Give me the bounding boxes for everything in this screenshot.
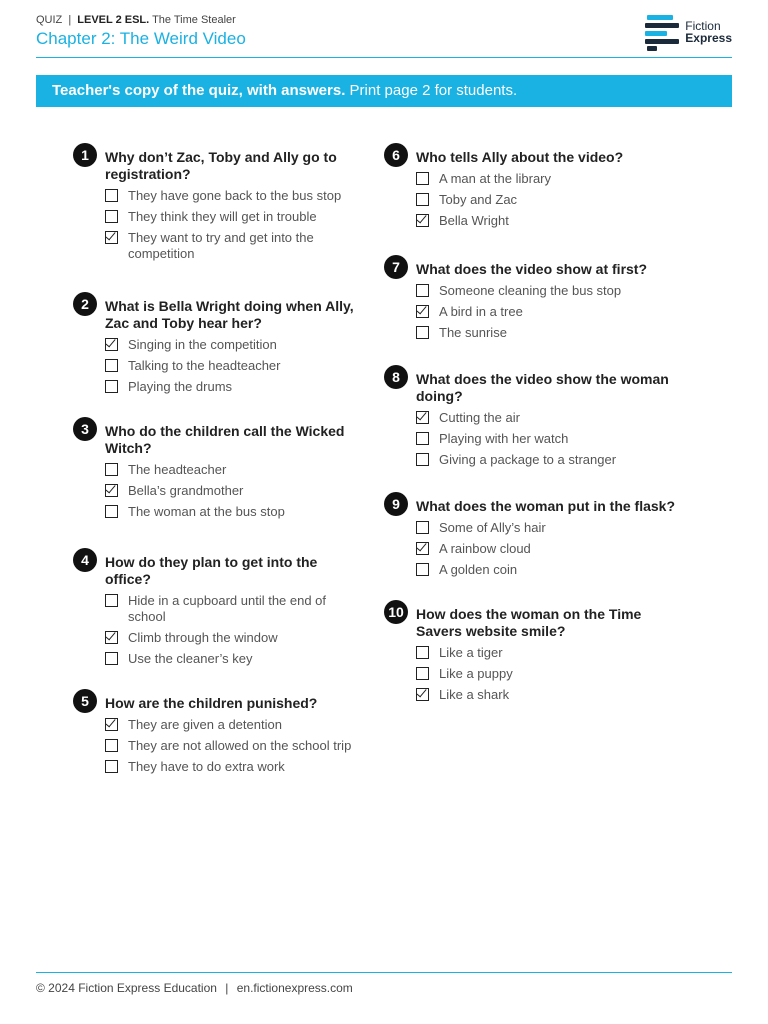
question-text: How are the children punished? [105,695,318,711]
questions-right-column [384,143,684,703]
answer-option-label: Like a puppy [439,666,513,681]
checkbox-icon[interactable] [105,505,118,518]
question-number-badge: 9 [384,492,408,516]
question-1 [73,143,363,262]
answer-option-label: They want to try and get into the competition [128,230,314,261]
answer-option-label: Toby and Zac [439,192,518,207]
answer-option-label: Some of Ally’s hair [439,520,546,535]
answer-option[interactable] [416,645,684,661]
answer-option[interactable] [105,188,363,204]
checked-checkbox-icon[interactable] [416,411,429,424]
answer-option[interactable] [105,651,363,667]
checked-checkbox-icon[interactable] [105,631,118,644]
answer-option[interactable] [416,541,684,557]
answer-option-label: Like a tiger [439,645,503,660]
checkbox-icon[interactable] [416,172,429,185]
answer-options [105,593,363,667]
fiction-express-logo [645,14,732,50]
answer-option[interactable] [416,213,684,229]
checkbox-icon[interactable] [416,326,429,339]
answer-option-label: They are given a detention [128,717,282,732]
questions-left-column [73,143,363,775]
checkbox-icon[interactable] [105,210,118,223]
answer-option-label: Bella’s grandmother [128,483,244,498]
answer-option[interactable] [416,304,684,320]
checkbox-icon[interactable] [416,284,429,297]
question-number-badge: 6 [384,143,408,167]
question-number-badge: 8 [384,365,408,389]
answer-option-label: They have gone back to the bus stop [128,188,342,203]
answer-option[interactable] [416,687,684,703]
checkbox-icon[interactable] [416,193,429,206]
answer-option[interactable] [105,209,363,225]
answer-option[interactable] [105,337,363,353]
answer-option[interactable] [416,562,684,578]
header-divider [36,57,732,58]
answer-option[interactable] [105,379,363,395]
teacher-banner [36,75,732,107]
answer-options [105,462,363,520]
question-3 [73,417,363,520]
question-text: Why don’t Zac, Toby and Ally go to registration? [105,149,337,182]
answer-option-label: They have to do extra work [128,759,285,774]
answer-option[interactable] [416,283,684,299]
answer-option[interactable] [416,666,684,682]
answer-option-label: A rainbow cloud [439,541,531,556]
footer-separator: | [225,981,229,995]
page-header [36,14,732,49]
answer-option-label: Playing with her watch [439,431,569,446]
website-link[interactable]: en.fictionexpress.com [236,981,353,995]
checked-checkbox-icon[interactable] [416,688,429,701]
quiz-kicker [36,14,732,26]
answer-option-label: Cutting the air [439,410,520,425]
question-number-badge: 4 [73,548,97,572]
question-text: Who do the children call the Wicked Witch? [105,423,345,456]
kicker-separator: | [68,14,72,26]
answer-option[interactable] [105,483,363,499]
question-number-badge: 2 [73,292,97,316]
answer-option-label: Playing the drums [128,379,233,394]
answer-option[interactable] [105,593,363,625]
question-text: Who tells Ally about the video? [416,149,624,165]
logo-text-line1: Fiction [685,19,721,33]
question-text: How does the woman on the Time Savers website smile? [416,606,642,639]
checkbox-icon[interactable] [105,359,118,372]
banner-text: Print page 2 for students. [349,82,518,99]
question-number-badge: 5 [73,689,97,713]
answer-option-label: Someone cleaning the bus stop [439,283,622,298]
book-title: The Time Stealer [152,14,236,26]
logo-text-line2: Express [685,31,732,45]
checkbox-icon[interactable] [105,739,118,752]
answer-option-label: A bird in a tree [439,304,523,319]
checked-checkbox-icon[interactable] [416,214,429,227]
checkbox-icon[interactable] [416,563,429,576]
checkbox-icon[interactable] [416,667,429,680]
answer-option[interactable] [416,431,684,447]
question-text: What does the video show the woman doing? [416,371,669,404]
logo-stripes-icon [645,14,681,50]
answer-option[interactable] [416,520,684,536]
question-number-badge: 1 [73,143,97,167]
checked-checkbox-icon[interactable] [105,718,118,731]
checked-checkbox-icon[interactable] [105,231,118,244]
checkbox-icon[interactable] [416,521,429,534]
answer-option-label: Use the cleaner’s key [128,651,253,666]
level-label: LEVEL 2 ESL. [77,14,150,26]
checkbox-icon[interactable] [105,189,118,202]
copyright-text: © 2024 Fiction Express Education [36,981,217,995]
checked-checkbox-icon[interactable] [416,305,429,318]
page-footer [36,981,353,995]
answer-option-label: Climb through the window [128,630,278,645]
answer-options [416,410,684,468]
question-10 [384,600,684,703]
question-text: What does the woman put in the flask? [416,498,676,514]
answer-options [105,188,363,262]
checkbox-icon[interactable] [105,380,118,393]
question-7 [384,255,684,341]
chapter-title: Chapter 2: The Weird Video [36,29,246,48]
checkbox-icon[interactable] [416,432,429,445]
answer-option-label: A golden coin [439,562,518,577]
question-5 [73,689,363,775]
answer-option[interactable] [105,630,363,646]
answer-options [105,337,363,395]
answer-option[interactable] [105,759,363,775]
answer-option-label: Talking to the headteacher [128,358,281,373]
answer-option[interactable] [416,171,684,187]
answer-option-label: The sunrise [439,325,507,340]
checkbox-icon[interactable] [105,760,118,773]
answer-option[interactable] [416,192,684,208]
question-6 [384,143,684,229]
quiz-label: QUIZ [36,14,63,26]
answer-options [105,717,363,775]
answer-option[interactable] [105,504,363,520]
question-number-badge: 7 [384,255,408,279]
answer-options [416,520,684,578]
answer-option[interactable] [416,325,684,341]
answer-option-label: Like a shark [439,687,510,702]
answer-option-label: The woman at the bus stop [128,504,285,519]
answer-option[interactable] [105,462,363,478]
answer-options [416,283,684,341]
footer-divider [36,972,732,973]
banner-bold-text: Teacher's copy of the quiz, with answers. [52,82,346,99]
checkbox-icon[interactable] [416,453,429,466]
answer-option[interactable] [105,738,363,754]
checkbox-icon[interactable] [105,463,118,476]
question-9 [384,492,684,578]
checkbox-icon[interactable] [416,646,429,659]
answer-option-label: They are not allowed on the school trip [128,738,352,753]
checkbox-icon[interactable] [105,594,118,607]
answer-option[interactable] [416,410,684,426]
answer-option-label: They think they will get in trouble [128,209,317,224]
answer-option[interactable] [105,230,363,262]
answer-option[interactable] [416,452,684,468]
answer-option-label: Bella Wright [439,213,509,228]
answer-option-label: Singing in the competition [128,337,277,352]
checked-checkbox-icon[interactable] [105,484,118,497]
checked-checkbox-icon[interactable] [416,542,429,555]
answer-option-label: Giving a package to a stranger [439,452,617,467]
question-4 [73,548,363,667]
question-number-badge: 3 [73,417,97,441]
answer-options [416,171,684,229]
answer-option-label: The headteacher [128,462,227,477]
answer-option-label: A man at the library [439,171,551,186]
question-text: What is Bella Wright doing when Ally, Zac and Toby hear her? [105,298,354,331]
answer-option[interactable] [105,358,363,374]
checked-checkbox-icon[interactable] [105,338,118,351]
answer-option-label: Hide in a cupboard until the end of school [128,593,327,624]
question-text: What does the video show at first? [416,261,648,277]
answer-options [416,645,684,703]
question-number-badge: 10 [384,600,408,624]
question-8 [384,365,684,468]
question-text: How do they plan to get into the office? [105,554,318,587]
checkbox-icon[interactable] [105,652,118,665]
question-2 [73,292,363,395]
answer-option[interactable] [105,717,363,733]
